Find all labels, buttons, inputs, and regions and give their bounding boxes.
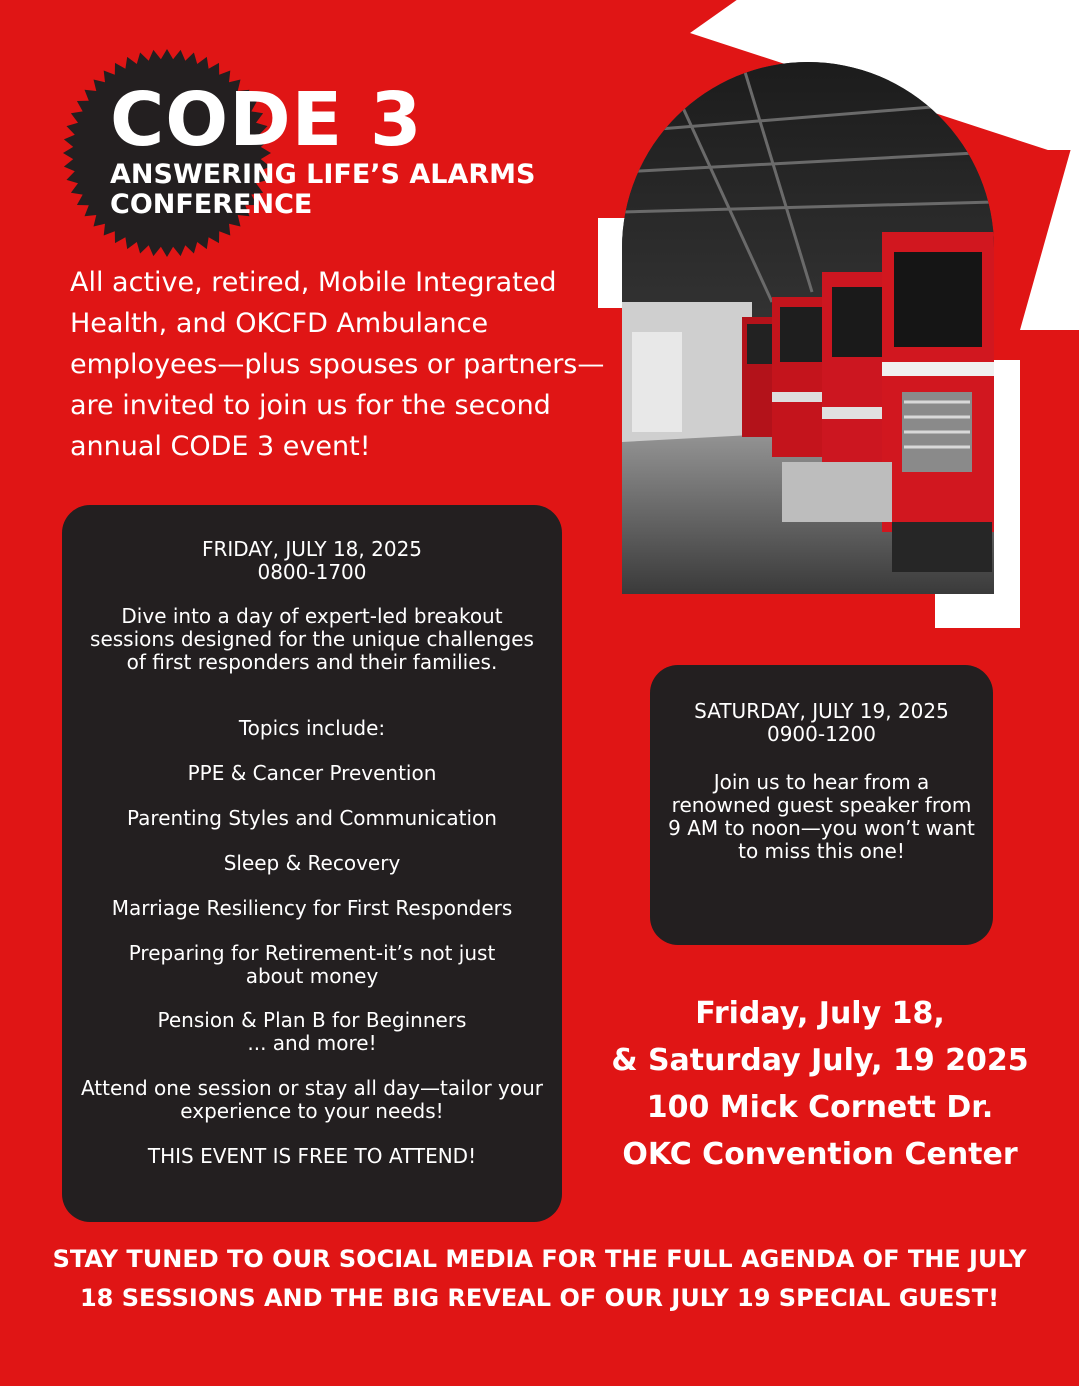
friday-info-card [62,505,562,1222]
topic-item: Marriage Resiliency for First Responders [111,896,513,920]
subtitle-line-1: ANSWERING LIFE’S ALARMS [110,159,536,190]
topics-heading: Topics include: [238,716,386,740]
saturday-header [658,700,985,746]
event-dates-line-2: & Saturday July, 19 2025 [611,1043,1029,1078]
footer-announcement [0,1240,1079,1318]
footer-line-2: 18 SESSIONS AND THE BIG REVEAL OF OUR JULY 19 SPECIAL GUEST! [79,1284,1000,1312]
saturday-date: SATURDAY, JULY 19, 2025 [694,699,949,723]
saturday-time: 0900-1200 [766,722,876,746]
decor-bar-right [1020,120,1079,330]
topic-item: Sleep & Recovery [223,851,401,875]
more-topics: ... and more! [247,1031,377,1055]
event-details [600,990,1040,1178]
event-address: 100 Mick Cornett Dr. [646,1090,994,1125]
fire-trucks-photo [622,62,994,594]
subtitle-line-2: CONFERENCE [110,189,313,220]
footer-line-1: STAY TUNED TO OUR SOCIAL MEDIA FOR THE FULL AGENDA OF THE JULY [52,1245,1027,1273]
topic-item-last [76,1009,548,1055]
event-venue: OKC Convention Center [622,1137,1018,1172]
friday-description: Dive into a day of expert-led breakout sessions designed for the unique challenges of first responders and their families. [90,604,534,674]
intro-paragraph: All active, retired, Mobile Integrated Health, and OKCFD Ambulance employees—plus spouses or partners—are invited to join us for the second annual CODE 3 event! [70,267,605,462]
topic-item: Parenting Styles and Communication [127,806,497,830]
conference-subtitle [110,160,536,220]
saturday-description: Join us to hear from a renowned guest speaker from 9 AM to noon—you won’t want to miss this one! [668,770,975,863]
event-dates-line-1: Friday, July 18, [695,996,945,1031]
topic-item: Preparing for Retirement-it’s not just about money [128,941,496,988]
friday-date: FRIDAY, JULY 18, 2025 [201,537,423,561]
topic-item: Pension & Plan B for Beginners [157,1008,467,1032]
topic-item: PPE & Cancer Prevention [187,761,437,785]
attend-note: Attend one session or stay all day—tailor your experience to your needs! [80,1076,544,1123]
page-title: CODE 3 [110,77,423,163]
free-event-note: THIS EVENT IS FREE TO ATTEND! [147,1144,477,1168]
saturday-info-card [650,665,993,945]
friday-time: 0800-1700 [257,560,367,584]
friday-header [76,538,548,584]
